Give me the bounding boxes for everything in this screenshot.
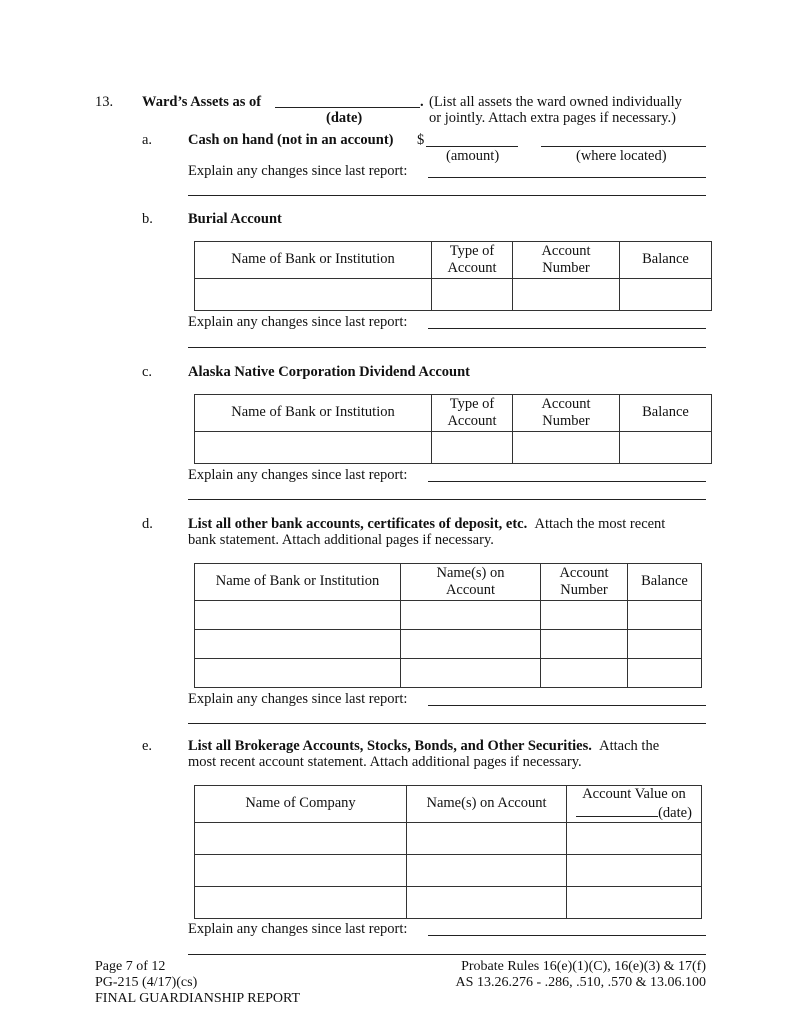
explain-field-c-2[interactable] bbox=[188, 499, 706, 500]
section-title: Ward’s Assets as of bbox=[142, 94, 262, 110]
explain-label-d: Explain any changes since last report: bbox=[188, 691, 408, 707]
item-a-title: Cash on hand (not in an account) bbox=[188, 132, 394, 148]
where-located-label: (where located) bbox=[576, 148, 667, 164]
cell[interactable] bbox=[195, 887, 407, 919]
col-header: Account Value on (date) bbox=[567, 786, 702, 823]
section-title-period: . bbox=[420, 94, 424, 110]
table-row bbox=[195, 823, 702, 855]
date-label: (date) bbox=[326, 110, 363, 126]
col-header: Type of Account bbox=[432, 395, 513, 432]
col-header: Name of Company bbox=[195, 786, 407, 823]
cell[interactable] bbox=[620, 432, 712, 464]
footer-form: PG-215 (4/17)(cs) bbox=[95, 975, 198, 990]
dollar-sign: $ bbox=[417, 132, 425, 148]
col-header: Name of Bank or Institution bbox=[195, 242, 432, 279]
section-note-line2: or jointly. Attach extra pages if necessary.) bbox=[429, 110, 676, 126]
cash-amount-field[interactable] bbox=[426, 146, 518, 147]
account-value-date-field[interactable] bbox=[576, 804, 658, 817]
item-e-letter: e. bbox=[142, 738, 153, 754]
brokerage-accounts-table bbox=[194, 785, 702, 919]
col-header: Account Number bbox=[513, 242, 620, 279]
col-header: Account Number bbox=[541, 564, 628, 601]
col-header: Balance bbox=[620, 395, 712, 432]
cell[interactable] bbox=[432, 432, 513, 464]
item-d-text2: bank statement. Attach additional pages if necessary. bbox=[188, 532, 494, 548]
explain-field-b-2[interactable] bbox=[188, 347, 706, 348]
footer-page: Page 7 of 12 bbox=[95, 959, 166, 974]
table-row bbox=[195, 855, 702, 887]
explain-field-a-2[interactable] bbox=[188, 195, 706, 196]
explain-label-a: Explain any changes since last report: bbox=[188, 163, 408, 179]
explain-label-c: Explain any changes since last report: bbox=[188, 467, 408, 483]
cell[interactable] bbox=[407, 855, 567, 887]
cell[interactable] bbox=[567, 887, 702, 919]
cell[interactable] bbox=[195, 279, 432, 311]
col-header: Account Number bbox=[513, 395, 620, 432]
cell[interactable] bbox=[628, 630, 702, 659]
item-b-title: Burial Account bbox=[188, 211, 282, 227]
cell[interactable] bbox=[407, 887, 567, 919]
table-row bbox=[195, 887, 702, 919]
cell[interactable] bbox=[401, 601, 541, 630]
item-c-title: Alaska Native Corporation Dividend Account bbox=[188, 364, 470, 380]
amount-label: (amount) bbox=[446, 148, 500, 164]
cell[interactable] bbox=[195, 659, 401, 688]
explain-field-d-1[interactable] bbox=[428, 705, 706, 706]
explain-label-e: Explain any changes since last report: bbox=[188, 921, 408, 937]
section-note-line1: (List all assets the ward owned individually bbox=[429, 94, 682, 110]
item-e-text2: most recent account statement. Attach additional pages if necessary. bbox=[188, 754, 582, 770]
cell[interactable] bbox=[541, 601, 628, 630]
cell[interactable] bbox=[195, 630, 401, 659]
explain-field-a-1[interactable] bbox=[428, 177, 706, 178]
table-row bbox=[195, 659, 702, 688]
explain-field-e-1[interactable] bbox=[428, 935, 706, 936]
item-a-letter: a. bbox=[142, 132, 153, 148]
footer-title: FINAL GUARDIANSHIP REPORT bbox=[95, 991, 301, 1006]
table-row bbox=[195, 630, 702, 659]
cell[interactable] bbox=[513, 279, 620, 311]
table-row bbox=[195, 279, 712, 311]
item-d-letter: d. bbox=[142, 516, 153, 532]
footer-rules: Probate Rules 16(e)(1)(C), 16(e)(3) & 17(f) bbox=[461, 959, 706, 974]
item-c-letter: c. bbox=[142, 364, 153, 380]
col-header: Type of Account bbox=[432, 242, 513, 279]
item-b-letter: b. bbox=[142, 211, 153, 227]
cell[interactable] bbox=[401, 659, 541, 688]
cell[interactable] bbox=[628, 659, 702, 688]
cell[interactable] bbox=[401, 630, 541, 659]
explain-label-b: Explain any changes since last report: bbox=[188, 314, 408, 330]
cash-location-field[interactable] bbox=[541, 146, 706, 147]
burial-account-table bbox=[194, 241, 712, 311]
cell[interactable] bbox=[407, 823, 567, 855]
col-header: Name of Bank or Institution bbox=[195, 395, 432, 432]
table-row bbox=[195, 601, 702, 630]
section-number: 13. bbox=[95, 94, 114, 110]
other-bank-accounts-table bbox=[194, 563, 702, 688]
cell[interactable] bbox=[628, 601, 702, 630]
cell[interactable] bbox=[567, 855, 702, 887]
assets-date-field[interactable] bbox=[275, 107, 420, 108]
explain-field-e-2[interactable] bbox=[188, 954, 706, 955]
item-d-text: List all other bank accounts, certificates of deposit, etc. Attach the most recent bbox=[188, 516, 666, 532]
cell[interactable] bbox=[567, 823, 702, 855]
cell[interactable] bbox=[620, 279, 712, 311]
explain-field-b-1[interactable] bbox=[428, 328, 706, 329]
col-header: Name(s) on Account bbox=[401, 564, 541, 601]
cell[interactable] bbox=[432, 279, 513, 311]
footer-statutes: AS 13.26.276 - .286, .510, .570 & 13.06.100 bbox=[455, 975, 706, 990]
col-header: Balance bbox=[628, 564, 702, 601]
cell[interactable] bbox=[541, 630, 628, 659]
explain-field-c-1[interactable] bbox=[428, 481, 706, 482]
col-header: Name(s) on Account bbox=[407, 786, 567, 823]
cell[interactable] bbox=[195, 855, 407, 887]
col-header: Name of Bank or Institution bbox=[195, 564, 401, 601]
dividend-account-table bbox=[194, 394, 712, 464]
cell[interactable] bbox=[195, 432, 432, 464]
cell[interactable] bbox=[195, 601, 401, 630]
explain-field-d-2[interactable] bbox=[188, 723, 706, 724]
table-row bbox=[195, 432, 712, 464]
col-header: Balance bbox=[620, 242, 712, 279]
item-e-text: List all Brokerage Accounts, Stocks, Bonds, and Other Securities. Attach the bbox=[188, 738, 660, 754]
cell[interactable] bbox=[513, 432, 620, 464]
cell[interactable] bbox=[541, 659, 628, 688]
cell[interactable] bbox=[195, 823, 407, 855]
